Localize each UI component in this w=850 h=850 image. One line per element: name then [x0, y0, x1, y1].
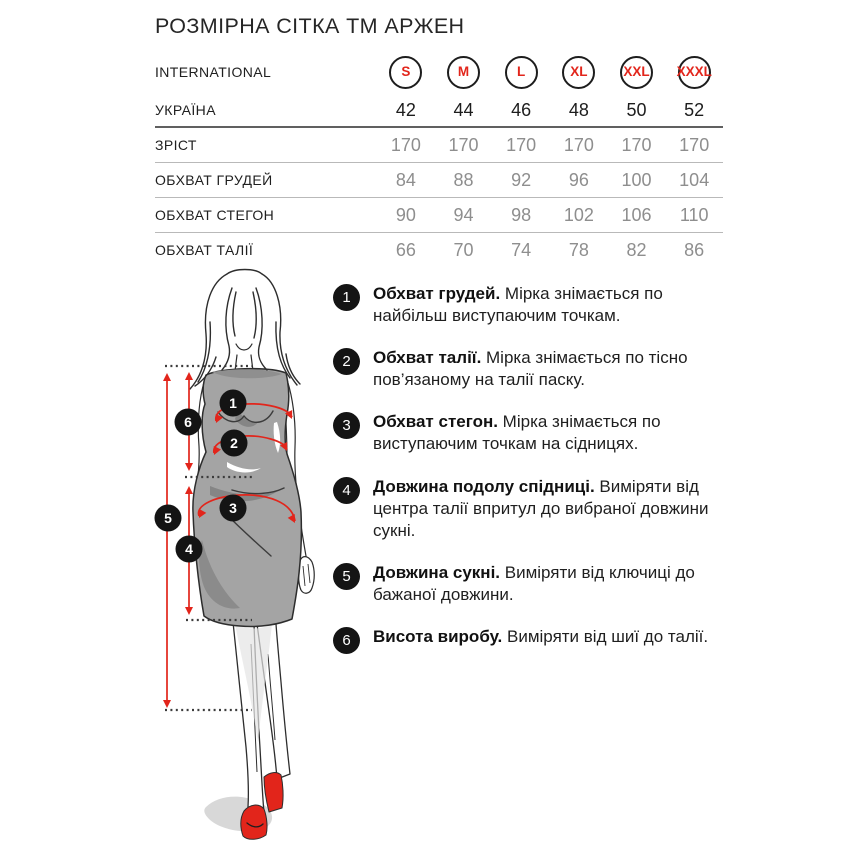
measurement-value: 104	[679, 169, 710, 190]
legend-item	[333, 283, 725, 327]
measurement-value: 170	[679, 134, 710, 155]
measurement-value: 170	[621, 134, 652, 155]
legend-number-badge: 3	[333, 412, 360, 439]
size-cell	[377, 56, 435, 89]
measurement-value: 82	[626, 239, 647, 260]
legend-text	[373, 626, 708, 654]
measurement-value: 74	[511, 239, 532, 260]
measurement-legend	[333, 283, 725, 674]
measurement-value: 92	[511, 169, 532, 190]
legend-text	[373, 411, 725, 455]
ukraine-size-cell	[492, 100, 550, 121]
ukraine-size-cell	[435, 100, 493, 121]
legend-description: Виміряти від шиї до талії.	[502, 627, 709, 647]
marker-1: 1	[229, 395, 237, 411]
measurement-value: 96	[568, 169, 589, 190]
table-row	[155, 126, 723, 162]
legend-item	[333, 347, 725, 391]
value-cell	[435, 240, 493, 261]
value-cell	[435, 135, 493, 156]
legend-description: Мірка знімається по виступаючим точкам на сідницях.	[373, 412, 661, 454]
measurement-value: 88	[453, 169, 474, 190]
value-cell	[550, 205, 608, 226]
value-cell	[665, 135, 723, 156]
legend-term: Довжина сукні.	[373, 562, 501, 582]
value-cell	[608, 205, 666, 226]
ukraine-size-cell	[608, 100, 666, 121]
measurement-value: 170	[448, 134, 479, 155]
row-values	[377, 205, 723, 226]
legend-term: Обхват талії.	[373, 348, 482, 368]
size-badge: S	[389, 56, 422, 89]
measurement-value: 110	[679, 204, 709, 225]
measurement-value: 170	[390, 134, 421, 155]
marker-4: 4	[185, 541, 193, 557]
ukraine-size-value: 48	[568, 99, 589, 120]
measurement-value: 70	[453, 239, 474, 260]
value-cell	[492, 240, 550, 261]
ukraine-size-cell	[550, 100, 608, 121]
row-label: ОБХВАТ СТЕГОН	[155, 207, 275, 223]
measurement-value: 170	[506, 134, 537, 155]
page-title: РОЗМІРНА СІТКА ТМ АРЖЕН	[155, 14, 465, 38]
international-sizes	[377, 56, 723, 89]
value-cell	[665, 170, 723, 191]
ukraine-sizes	[377, 100, 723, 121]
size-badge: XXL	[620, 56, 653, 89]
measurement-value: 90	[395, 204, 416, 225]
row-label: ЗРІСТ	[155, 137, 197, 153]
value-cell	[377, 170, 435, 191]
measurement-value: 102	[563, 204, 594, 225]
international-label: INTERNATIONAL	[155, 64, 272, 80]
legend-description: Мірка знімається по найбільш виступаючим точкам.	[373, 284, 663, 326]
legend-text	[373, 347, 725, 391]
size-cell	[492, 56, 550, 89]
measurement-value: 100	[621, 169, 652, 190]
row-label: ОБХВАТ ГРУДЕЙ	[155, 172, 273, 188]
measurement-figure	[140, 262, 340, 850]
legend-number-badge: 1	[333, 284, 360, 311]
legend-number-badge: 6	[333, 627, 360, 654]
row-values	[377, 240, 723, 261]
value-cell	[665, 240, 723, 261]
legend-number-badge: 5	[333, 563, 360, 590]
value-cell	[608, 135, 666, 156]
measurement-value: 94	[453, 204, 474, 225]
legend-description: Виміряти від ключиці до бажаної довжини.	[373, 562, 695, 604]
value-cell	[665, 205, 723, 226]
measurement-value: 78	[568, 239, 589, 260]
size-cell	[550, 56, 608, 89]
figure-illustration	[140, 262, 340, 850]
legend-item	[333, 562, 725, 606]
marker-2: 2	[230, 435, 238, 451]
marker-3: 3	[229, 500, 237, 516]
marker-6: 6	[184, 414, 192, 430]
size-badge: XXXL	[678, 56, 711, 89]
legend-text	[373, 476, 725, 542]
ukraine-size-value: 42	[395, 99, 416, 120]
row-values	[377, 170, 723, 191]
measurement-value: 98	[511, 204, 532, 225]
legend-text	[373, 562, 725, 606]
legend-text	[373, 283, 725, 327]
legend-item	[333, 626, 725, 654]
row-label: ОБХВАТ ТАЛІЇ	[155, 242, 254, 258]
legend-term: Обхват стегон.	[373, 412, 498, 432]
legend-item	[333, 411, 725, 455]
measurement-rows	[155, 126, 723, 267]
table-row	[155, 162, 723, 197]
legend-description: Мірка знімається по тісно пов’язаному на талії паску.	[373, 348, 688, 390]
ukraine-size-cell	[665, 100, 723, 121]
marker-5: 5	[164, 510, 172, 526]
ukraine-label: УКРАЇНА	[155, 102, 216, 118]
legend-item	[333, 476, 725, 542]
value-cell	[435, 170, 493, 191]
legend-number-badge: 4	[333, 477, 360, 504]
table-row	[155, 197, 723, 232]
measurement-value: 106	[621, 204, 652, 225]
ukraine-size-cell	[377, 100, 435, 121]
value-cell	[492, 205, 550, 226]
value-cell	[492, 135, 550, 156]
value-cell	[550, 135, 608, 156]
value-cell	[550, 170, 608, 191]
measurement-value: 66	[395, 239, 416, 260]
value-cell	[608, 240, 666, 261]
measurement-value: 86	[684, 239, 705, 260]
ukraine-size-value: 44	[453, 99, 474, 120]
value-cell	[377, 135, 435, 156]
value-cell	[377, 240, 435, 261]
size-badge: XL	[562, 56, 595, 89]
legend-term: Довжина подолу спідниці.	[373, 476, 595, 496]
row-ukraine	[155, 94, 723, 126]
ukraine-size-value: 50	[626, 99, 647, 120]
size-badge: M	[447, 56, 480, 89]
value-cell	[550, 240, 608, 261]
ukraine-size-value: 46	[511, 99, 532, 120]
row-international	[155, 50, 723, 94]
size-badge: L	[505, 56, 538, 89]
value-cell	[492, 170, 550, 191]
size-cell	[435, 56, 493, 89]
size-cell	[608, 56, 666, 89]
legend-term: Обхват грудей.	[373, 284, 501, 303]
size-table	[155, 50, 723, 267]
value-cell	[608, 170, 666, 191]
measurement-value: 170	[563, 134, 594, 155]
measurement-value: 84	[395, 169, 416, 190]
size-cell	[665, 56, 723, 89]
legend-term: Висота виробу.	[373, 627, 503, 647]
value-cell	[435, 205, 493, 226]
neck-sketch	[235, 344, 253, 371]
legend-description: Виміряти від центра талії впритул до вибраної довжини сукні.	[373, 476, 709, 540]
row-values	[377, 135, 723, 156]
value-cell	[377, 205, 435, 226]
legend-number-badge: 2	[333, 348, 360, 375]
ukraine-size-value: 52	[684, 99, 705, 120]
